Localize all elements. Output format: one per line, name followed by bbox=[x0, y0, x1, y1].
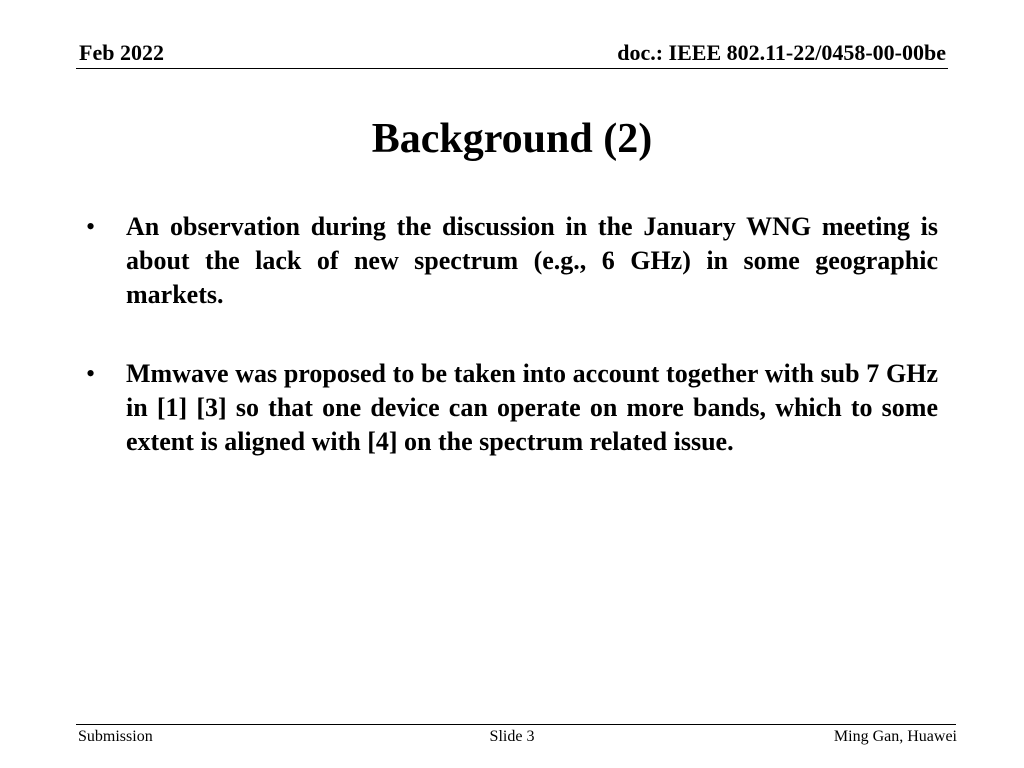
header-date: Feb 2022 bbox=[79, 40, 164, 65]
bullet-list bbox=[86, 210, 938, 504]
footer-divider bbox=[76, 724, 956, 725]
header-divider bbox=[76, 68, 948, 69]
slide-title: Background (2) bbox=[371, 116, 653, 162]
bullet-text: An observation during the discussion in the January WNG meeting is about the lack of new spectrum (e.g., 6 GHz) in some geographic markets. bbox=[126, 212, 938, 309]
footer-author: Ming Gan, Huawei bbox=[833, 728, 957, 745]
bullet-item bbox=[86, 210, 938, 312]
header-doc-id: doc.: IEEE 802.11-22/0458-00-00be bbox=[617, 40, 946, 65]
footer-slide-number: Slide 3 bbox=[489, 728, 535, 745]
bullet-icon: • bbox=[86, 359, 96, 388]
footer-submission: Submission bbox=[78, 728, 153, 745]
bullet-text: Mmwave was proposed to be taken into account together with sub 7 GHz in [1] [3] so that one device can operate on more bands, which to some extent is aligned with [4] on the spectrum related issue. bbox=[126, 359, 938, 456]
bullet-item bbox=[86, 357, 938, 459]
bullet-icon: • bbox=[86, 212, 96, 241]
